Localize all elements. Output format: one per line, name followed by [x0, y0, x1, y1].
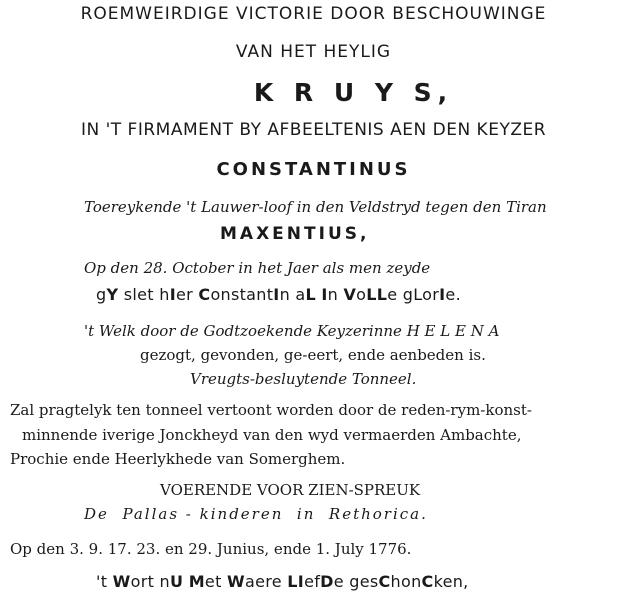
chronogram-segment: W: [112, 572, 131, 591]
title-line-1: ROEMWEIRDIGE VICTORIE DOOR BESCHOUWINGE: [80, 4, 547, 24]
chronogram-segment: C: [378, 572, 391, 591]
chronogram-segment: I: [439, 285, 446, 304]
chronogram-2: [96, 572, 616, 591]
chronogram-segment: n a: [279, 285, 306, 304]
chronogram-segment: M: [188, 572, 205, 591]
motto-text: De Pallas - kinderen in Rethorica.: [84, 505, 428, 523]
chronogram-segment: er: [175, 285, 199, 304]
helena-line-3: Vreugts-besluytende Tonneel.: [190, 370, 417, 388]
chronogram-segment: C: [198, 285, 211, 304]
helena-line-2: gezogt, gevonden, ge-eert, ende aenbeden is.: [140, 346, 486, 364]
subtitle-maxentius: MAXENTIUS,: [220, 224, 370, 244]
chronogram-segment: I: [321, 285, 328, 304]
chronogram-segment: hon: [390, 572, 422, 591]
title-line-2: VAN HET HEYLIG: [235, 42, 392, 62]
chronogram-segment: U: [170, 572, 184, 591]
motto-heading: VOERENDE VOOR ZIEN-SPREUK: [160, 481, 421, 499]
chronogram-segment: onstant: [210, 285, 274, 304]
chronogram-segment: C: [421, 572, 434, 591]
chronogram-segment: g: [96, 285, 107, 304]
chronogram-segment: W: [227, 572, 245, 591]
chronogram-segment: e.: [445, 285, 461, 304]
performance-line-3: Prochie ende Heerlykhede van Somerghem.: [10, 450, 346, 468]
chronogram-segment: Y: [106, 285, 119, 304]
title-constantinus: CONSTANTINUS: [216, 159, 411, 180]
chronogram-segment: D: [320, 572, 334, 591]
chronogram-segment: L: [305, 285, 316, 304]
chronogram-segment: V: [343, 285, 357, 304]
performance-line-2: minnende iverige Jonckheyd van den wyd vermaerden Ambachte,: [22, 426, 522, 444]
chronogram-segment: L: [287, 572, 298, 591]
chronogram-segment: e: [137, 285, 148, 304]
chronogram-segment: LL: [366, 285, 388, 304]
chronogram-segment: ort n: [130, 572, 170, 591]
performance-line-1: Zal pragtelyk ten tonneel vertoont worden door de reden-rym-konst-: [10, 401, 532, 419]
chronogram-segment: n: [327, 285, 344, 304]
title-kruys: K R U Y S,: [253, 78, 454, 107]
chronogram-segment: I: [169, 285, 176, 304]
chronogram-segment: o: [356, 285, 367, 304]
chronogram-segment: ef: [304, 572, 321, 591]
chronogram-segment: I: [273, 285, 280, 304]
chronogram-segment: ken,: [433, 572, 469, 591]
chronogram-segment: aere: [244, 572, 288, 591]
subtitle-line-1: Toereykende 't Lauwer-loof in den Veldstryd tegen den Tiran: [84, 198, 547, 216]
chronogram-segment: sl: [118, 285, 138, 304]
chronogram-segment: t h: [147, 285, 170, 304]
subtitle-line-3: Op den 28. October in het Jaer als men zeyde: [84, 259, 431, 277]
chronogram-segment: e gLor: [387, 285, 440, 304]
chronogram-1: [96, 285, 616, 304]
chronogram-segment: 't: [96, 572, 113, 591]
dates-line: Op den 3. 9. 17. 23. en 29. Junius, ende 1. July 1776.: [10, 540, 412, 558]
chronogram-segment: I: [297, 572, 305, 591]
chronogram-segment: et: [204, 572, 228, 591]
title-line-4: IN 'T FIRMAMENT BY AFBEELTENIS AEN DEN KEYZER: [80, 120, 547, 140]
chronogram-segment: e ges: [333, 572, 379, 591]
helena-line-1: 't Welk door de Godtzoekende Keyzerinne H E L E N A: [84, 322, 500, 340]
